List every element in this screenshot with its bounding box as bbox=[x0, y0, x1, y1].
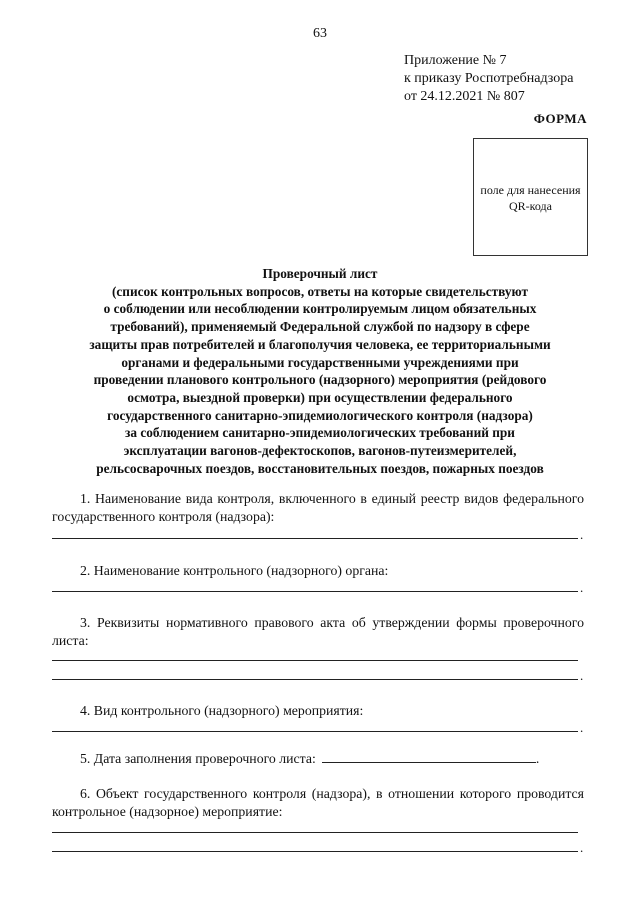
title-line: осмотра, выездной проверки) при осуществлении федерального bbox=[127, 389, 513, 405]
title-line: требований), применяемый Федеральной службой по надзору в сфере bbox=[110, 319, 530, 335]
title-line: органами и федеральными государственными учреждениями при bbox=[121, 354, 519, 370]
title-line: рельсосварочных поездов, восстановительных поездов, пожарных поездов bbox=[96, 460, 544, 476]
fill-line[interactable] bbox=[52, 591, 578, 592]
title-heading: Проверочный лист bbox=[262, 266, 378, 281]
item-text: 3. Реквизиты нормативного правового акта об утверждении формы проверочного листа: bbox=[52, 615, 584, 648]
item-text: 4. Вид контрольного (надзорного) мероприятия: bbox=[80, 703, 364, 718]
item-control-object bbox=[52, 785, 584, 821]
item-legal-act bbox=[52, 614, 584, 650]
title-line: о соблюдении или несоблюдении контролируемым лицом обязательных bbox=[103, 301, 537, 317]
qr-code-field bbox=[473, 138, 588, 256]
title-line: за соблюдением санитарно-эпидемиологических требований при bbox=[125, 425, 515, 441]
document-title bbox=[52, 265, 588, 477]
fill-line[interactable] bbox=[52, 731, 578, 732]
item-text: 2. Наименование контрольного (надзорного) органа: bbox=[80, 563, 389, 578]
appendix-line-2: к приказу Роспотребнадзора bbox=[404, 71, 574, 86]
item-event-type bbox=[52, 702, 584, 720]
title-line: проведении планового контрольного (надзорного) мероприятия (рейдового bbox=[93, 372, 547, 388]
title-line: государственного санитарно-эпидемиологического контроля (надзора) bbox=[107, 407, 533, 423]
fill-line[interactable] bbox=[52, 679, 578, 680]
item-text: 6. Объект государственного контроля (надзора), в отношении которого проводится контрольное (надзорное) мероприятие: bbox=[52, 786, 584, 819]
title-line: защиты прав потребителей и благополучия человека, ее территориальными bbox=[89, 336, 551, 352]
qr-field-label-2: QR-кода bbox=[509, 199, 552, 213]
date-fill-line[interactable] bbox=[322, 750, 536, 763]
item-text: 5. Дата заполнения проверочного листа: . bbox=[80, 751, 540, 766]
fill-line[interactable] bbox=[52, 851, 578, 852]
fill-line[interactable] bbox=[52, 660, 578, 661]
appendix-line-1: Приложение № 7 bbox=[404, 53, 507, 68]
item-text: 1. Наименование вида контроля, включенного в единый реестр видов федерального государственного контроля (надзора): bbox=[52, 491, 584, 524]
item-fill-date bbox=[52, 750, 584, 768]
page-number: 63 bbox=[313, 26, 327, 41]
item-control-authority bbox=[52, 562, 584, 580]
appendix-header bbox=[404, 52, 573, 106]
item-control-type bbox=[52, 490, 584, 526]
fill-line[interactable] bbox=[52, 538, 578, 539]
qr-field-label-1: поле для нанесения bbox=[480, 183, 581, 197]
title-line: (список контрольных вопросов, ответы на которые свидетельствуют bbox=[111, 283, 529, 299]
title-line: эксплуатации вагонов-дефектоскопов, вагонов-путеизмерителей, bbox=[123, 443, 517, 459]
fill-line[interactable] bbox=[52, 832, 578, 833]
form-label: ФОРМА bbox=[533, 111, 587, 126]
appendix-line-3: от 24.12.2021 № 807 bbox=[404, 89, 525, 104]
